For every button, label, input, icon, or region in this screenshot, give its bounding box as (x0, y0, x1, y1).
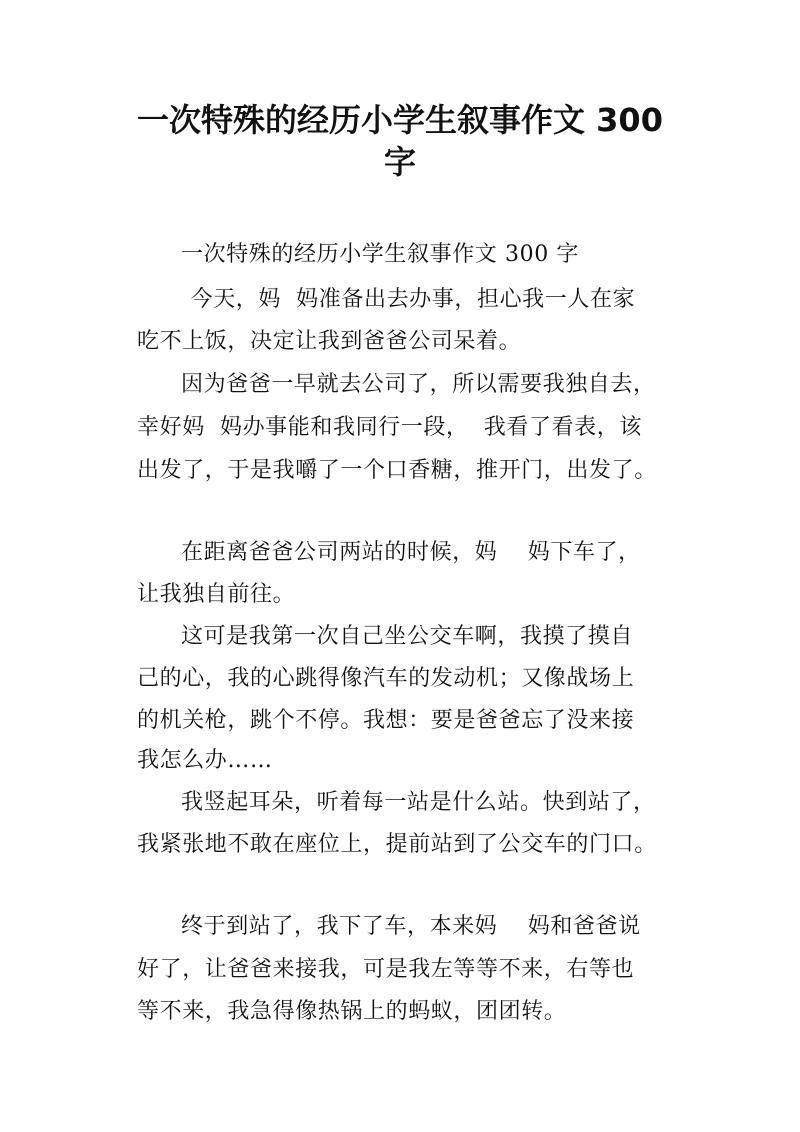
body-line: 吃不上饭，决定让我到爸爸公司呆着。 (137, 329, 522, 354)
body-line: 出发了，于是我嚼了一个口香糖，推开门，出发了。 (137, 458, 657, 483)
body-line: 这可是我第一次自己坐公交车啊，我摸了摸自 (181, 624, 634, 649)
body-line: 我紧张地不敢在座位上，提前站到了公交车的门口。 (137, 832, 657, 857)
body-line: 幸好妈 妈办事能和我同行一段， 我看了看表，该 (137, 415, 642, 440)
body-line: 好了，让爸爸来接我，可是我左等等不来，右等也 (137, 957, 635, 982)
body-line: 终于到站了，我下了车，本来妈 妈和爸爸说 (181, 914, 641, 939)
document-title-line-2: 字 (383, 143, 416, 181)
body-line: 等不来，我急得像热锅上的蚂蚁，团团转。 (137, 999, 567, 1024)
body-line: 的机关枪，跳个不停。我想：要是爸爸忘了没来接 (137, 708, 635, 733)
body-line: 我竖起耳朵，听着每一站是什么站。快到站了， (181, 790, 656, 815)
body-line: 在距离爸爸公司两站的时候，妈 妈下车了， (181, 540, 641, 565)
body-line: 让我独自前往。 (137, 582, 296, 607)
body-line: 我怎么办…… (137, 748, 273, 773)
body-line: 一次特殊的经历小学生叙事作文 300 字 (181, 242, 579, 267)
body-line: 因为爸爸一早就去公司了，所以需要我独自去， (181, 372, 656, 397)
body-line: 今天，妈 妈准备出去办事，担心我一人在家 (183, 287, 636, 312)
body-line: 己的心，我的心跳得像汽车的发动机；又像战场上 (137, 666, 635, 691)
document-title-line-1: 一次特殊的经历小学生叙事作文 300 (137, 101, 663, 139)
